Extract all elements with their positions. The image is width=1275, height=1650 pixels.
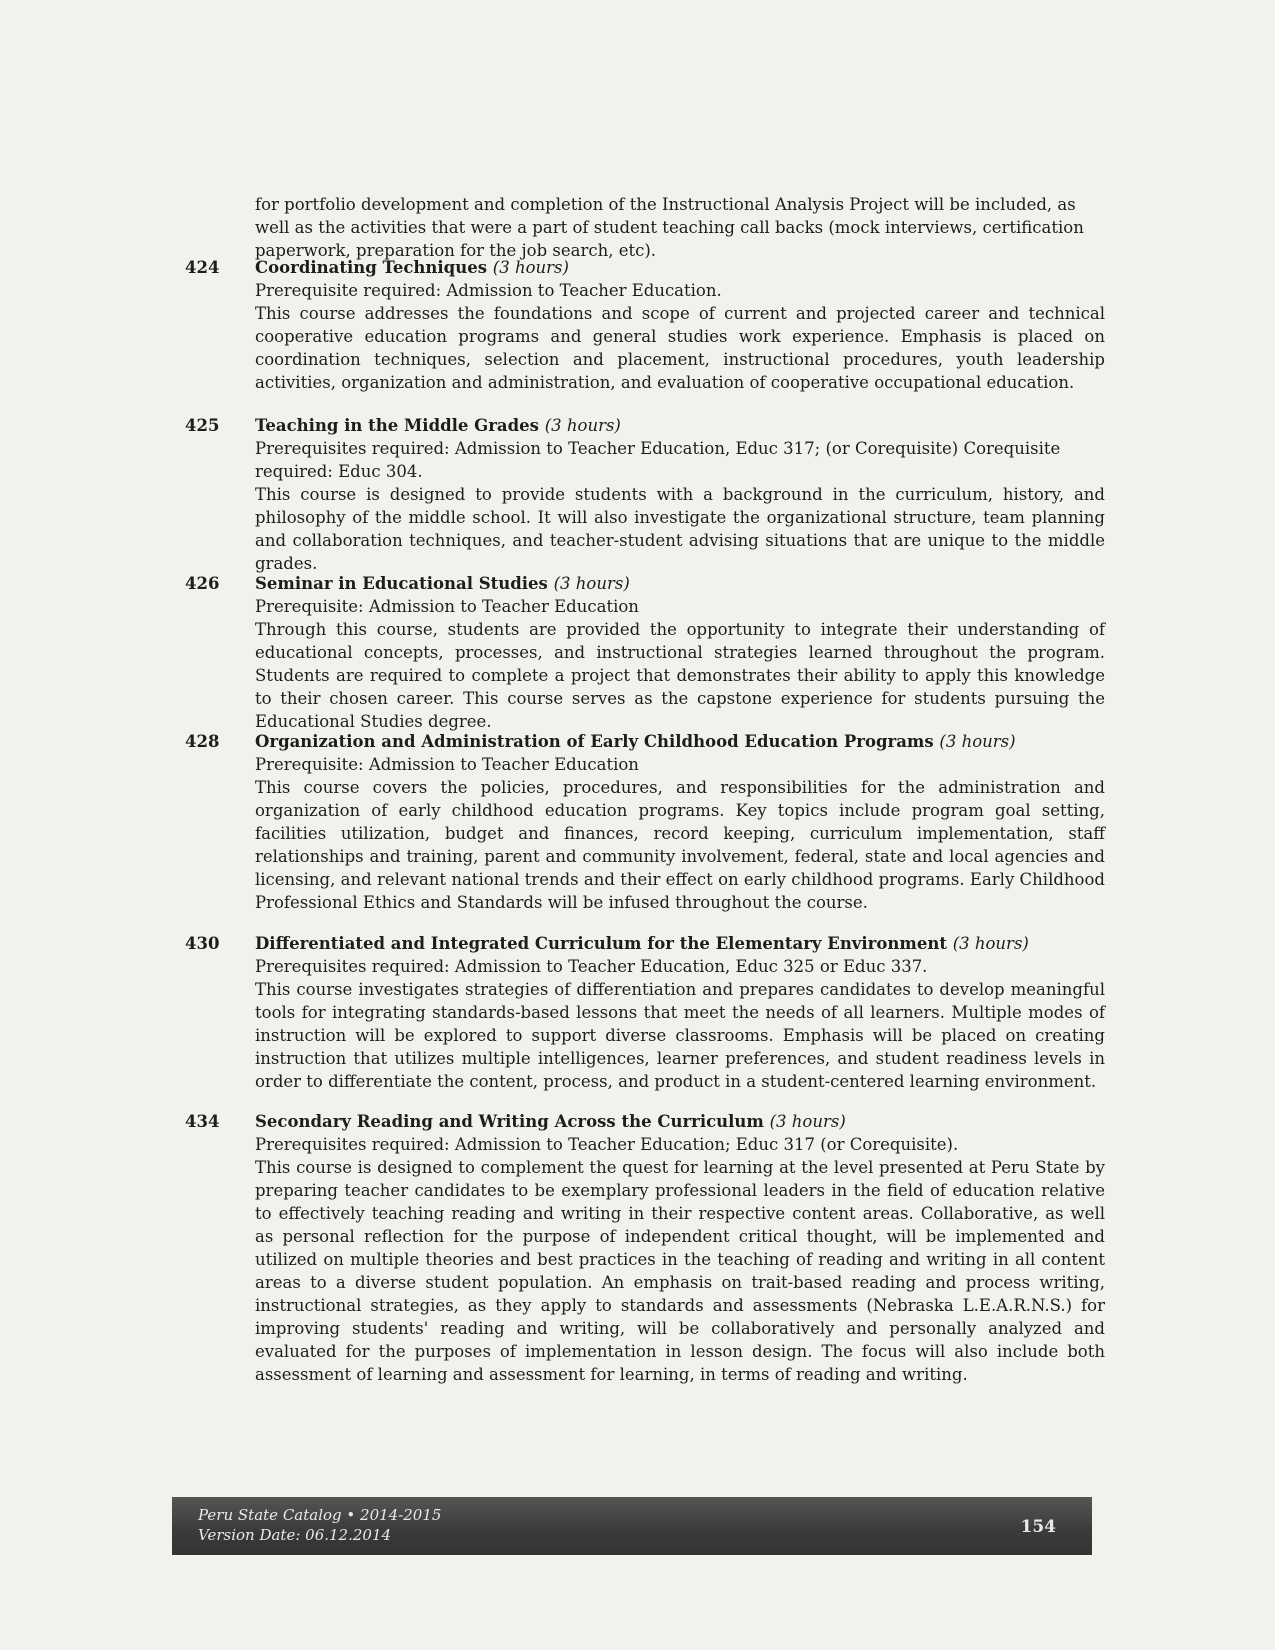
course-number: 426 — [185, 574, 220, 593]
course-title: Secondary Reading and Writing Across the Curriculum (3 hours) — [255, 1112, 846, 1131]
course-description: This course addresses the foundations and scope of current and projected career and technical cooperative education programs and general studies work experience. Emphasis is placed on coordination techniques, selection and placement, instructional procedures, youth leadership activities, organization and administration, and evaluation of cooperative occupational education. — [255, 304, 1105, 392]
footer-version-date: Version Date: 06.12.2014 — [198, 1526, 392, 1544]
course-hours: (3 hours) — [492, 258, 569, 277]
course-description: This course is designed to provide students with a background in the curriculum, history, and philosophy of the middle school. It will also investigate the organizational structure, team planning and collaboration techniques, and teacher-student advising situations that are unique to the middle grades. — [255, 485, 1105, 573]
course-title: Coordinating Techniques (3 hours) — [255, 258, 569, 277]
course-number: 434 — [185, 1112, 220, 1131]
course-hours: (3 hours) — [952, 934, 1029, 953]
course-number: 425 — [185, 416, 220, 435]
course-number: 430 — [185, 934, 220, 953]
course-hours: (3 hours) — [544, 416, 621, 435]
course-hours: (3 hours) — [553, 574, 630, 593]
course-description: This course investigates strategies of differentiation and prepares candidates to develop meaningful tools for integrating standards-based lessons that meet the needs of all learners. Multiple modes of instruction will be explored to support diverse classrooms. Emphasis will be placed on creating instruction that utilizes multiple intelligences, learner preferences, and student readiness levels in order to differentiate the content, process, and product in a student-centered learning environment. — [255, 980, 1105, 1091]
course-prerequisite: Prerequisites required: Admission to Teacher Education, Educ 317; (or Corequisite) Corequisite required: Educ 304. — [255, 439, 1061, 481]
page-number: 154 — [1020, 1517, 1056, 1537]
course-prerequisite: Prerequisites required: Admission to Teacher Education, Educ 325 or Educ 337. — [255, 957, 928, 976]
course-description: This course is designed to complement the quest for learning at the level presented at Peru State by preparing teacher candidates to be exemplary professional leaders in the field of education relative to effectively teaching reading and writing in their respective content areas. Collaborative, as well as personal reflection for the purpose of independent critical thought, will be implemented and utilized on multiple theories and best practices in the teaching of reading and writing in all content areas to a diverse student population. An emphasis on trait-based reading and process writing, instructional strategies, as they apply to standards and assessments (Nebraska L.E.A.R.N.S.) for improving students' reading and writing, will be collaboratively and personally analyzed and evaluated for the purposes of implementation in lesson design. The focus will also include both assessment of learning and assessment for learning, in terms of reading and writing. — [255, 1158, 1105, 1384]
course-title: Teaching in the Middle Grades (3 hours) — [255, 416, 621, 435]
course-description: This course covers the policies, procedures, and responsibilities for the administration and organization of early childhood education programs. Key topics include program goal setting, facilities utilization, budget and finances, record keeping, curriculum implementation, staff relationships and training, parent and community involvement, federal, state and local agencies and licensing, and relevant national trends and their effect on early childhood programs. Early Childhood Professional Ethics and Standards will be infused throughout the course. — [255, 778, 1105, 912]
course-prerequisite: Prerequisite: Admission to Teacher Education — [255, 597, 639, 616]
footer-catalog-title: Peru State Catalog • 2014-2015 — [198, 1506, 442, 1524]
course-title: Differentiated and Integrated Curriculum for the Elementary Environment (3 hours) — [255, 934, 1029, 953]
footer-catalog-info — [198, 1505, 441, 1545]
course-prerequisite: Prerequisite: Admission to Teacher Education — [255, 755, 639, 774]
course-prerequisite: Prerequisite required: Admission to Teacher Education. — [255, 281, 722, 300]
course-number: 428 — [185, 732, 220, 751]
course-title: Seminar in Educational Studies (3 hours) — [255, 574, 630, 593]
course-prerequisite: Prerequisites required: Admission to Teacher Education; Educ 317 (or Corequisite). — [255, 1135, 959, 1154]
course-hours: (3 hours) — [769, 1112, 846, 1131]
page-footer — [172, 1497, 1092, 1555]
course-number: 424 — [185, 258, 220, 277]
course-hours: (3 hours) — [939, 732, 1016, 751]
course-description: Through this course, students are provided the opportunity to integrate their understanding of educational concepts, processes, and instructional strategies learned throughout the program. Students are required to complete a project that demonstrates their ability to apply this knowledge to their chosen career. This course serves as the capstone experience for students pursuing the Educational Studies degree. — [255, 620, 1105, 731]
course-title: Organization and Administration of Early Childhood Education Programs (3 hours) — [255, 732, 1016, 751]
intro-paragraph: for portfolio development and completion of the Instructional Analysis Project will be included, as well as the activities that were a part of student teaching call backs (mock interviews, certification paperwork, preparation for the job search, etc). — [255, 194, 1084, 260]
